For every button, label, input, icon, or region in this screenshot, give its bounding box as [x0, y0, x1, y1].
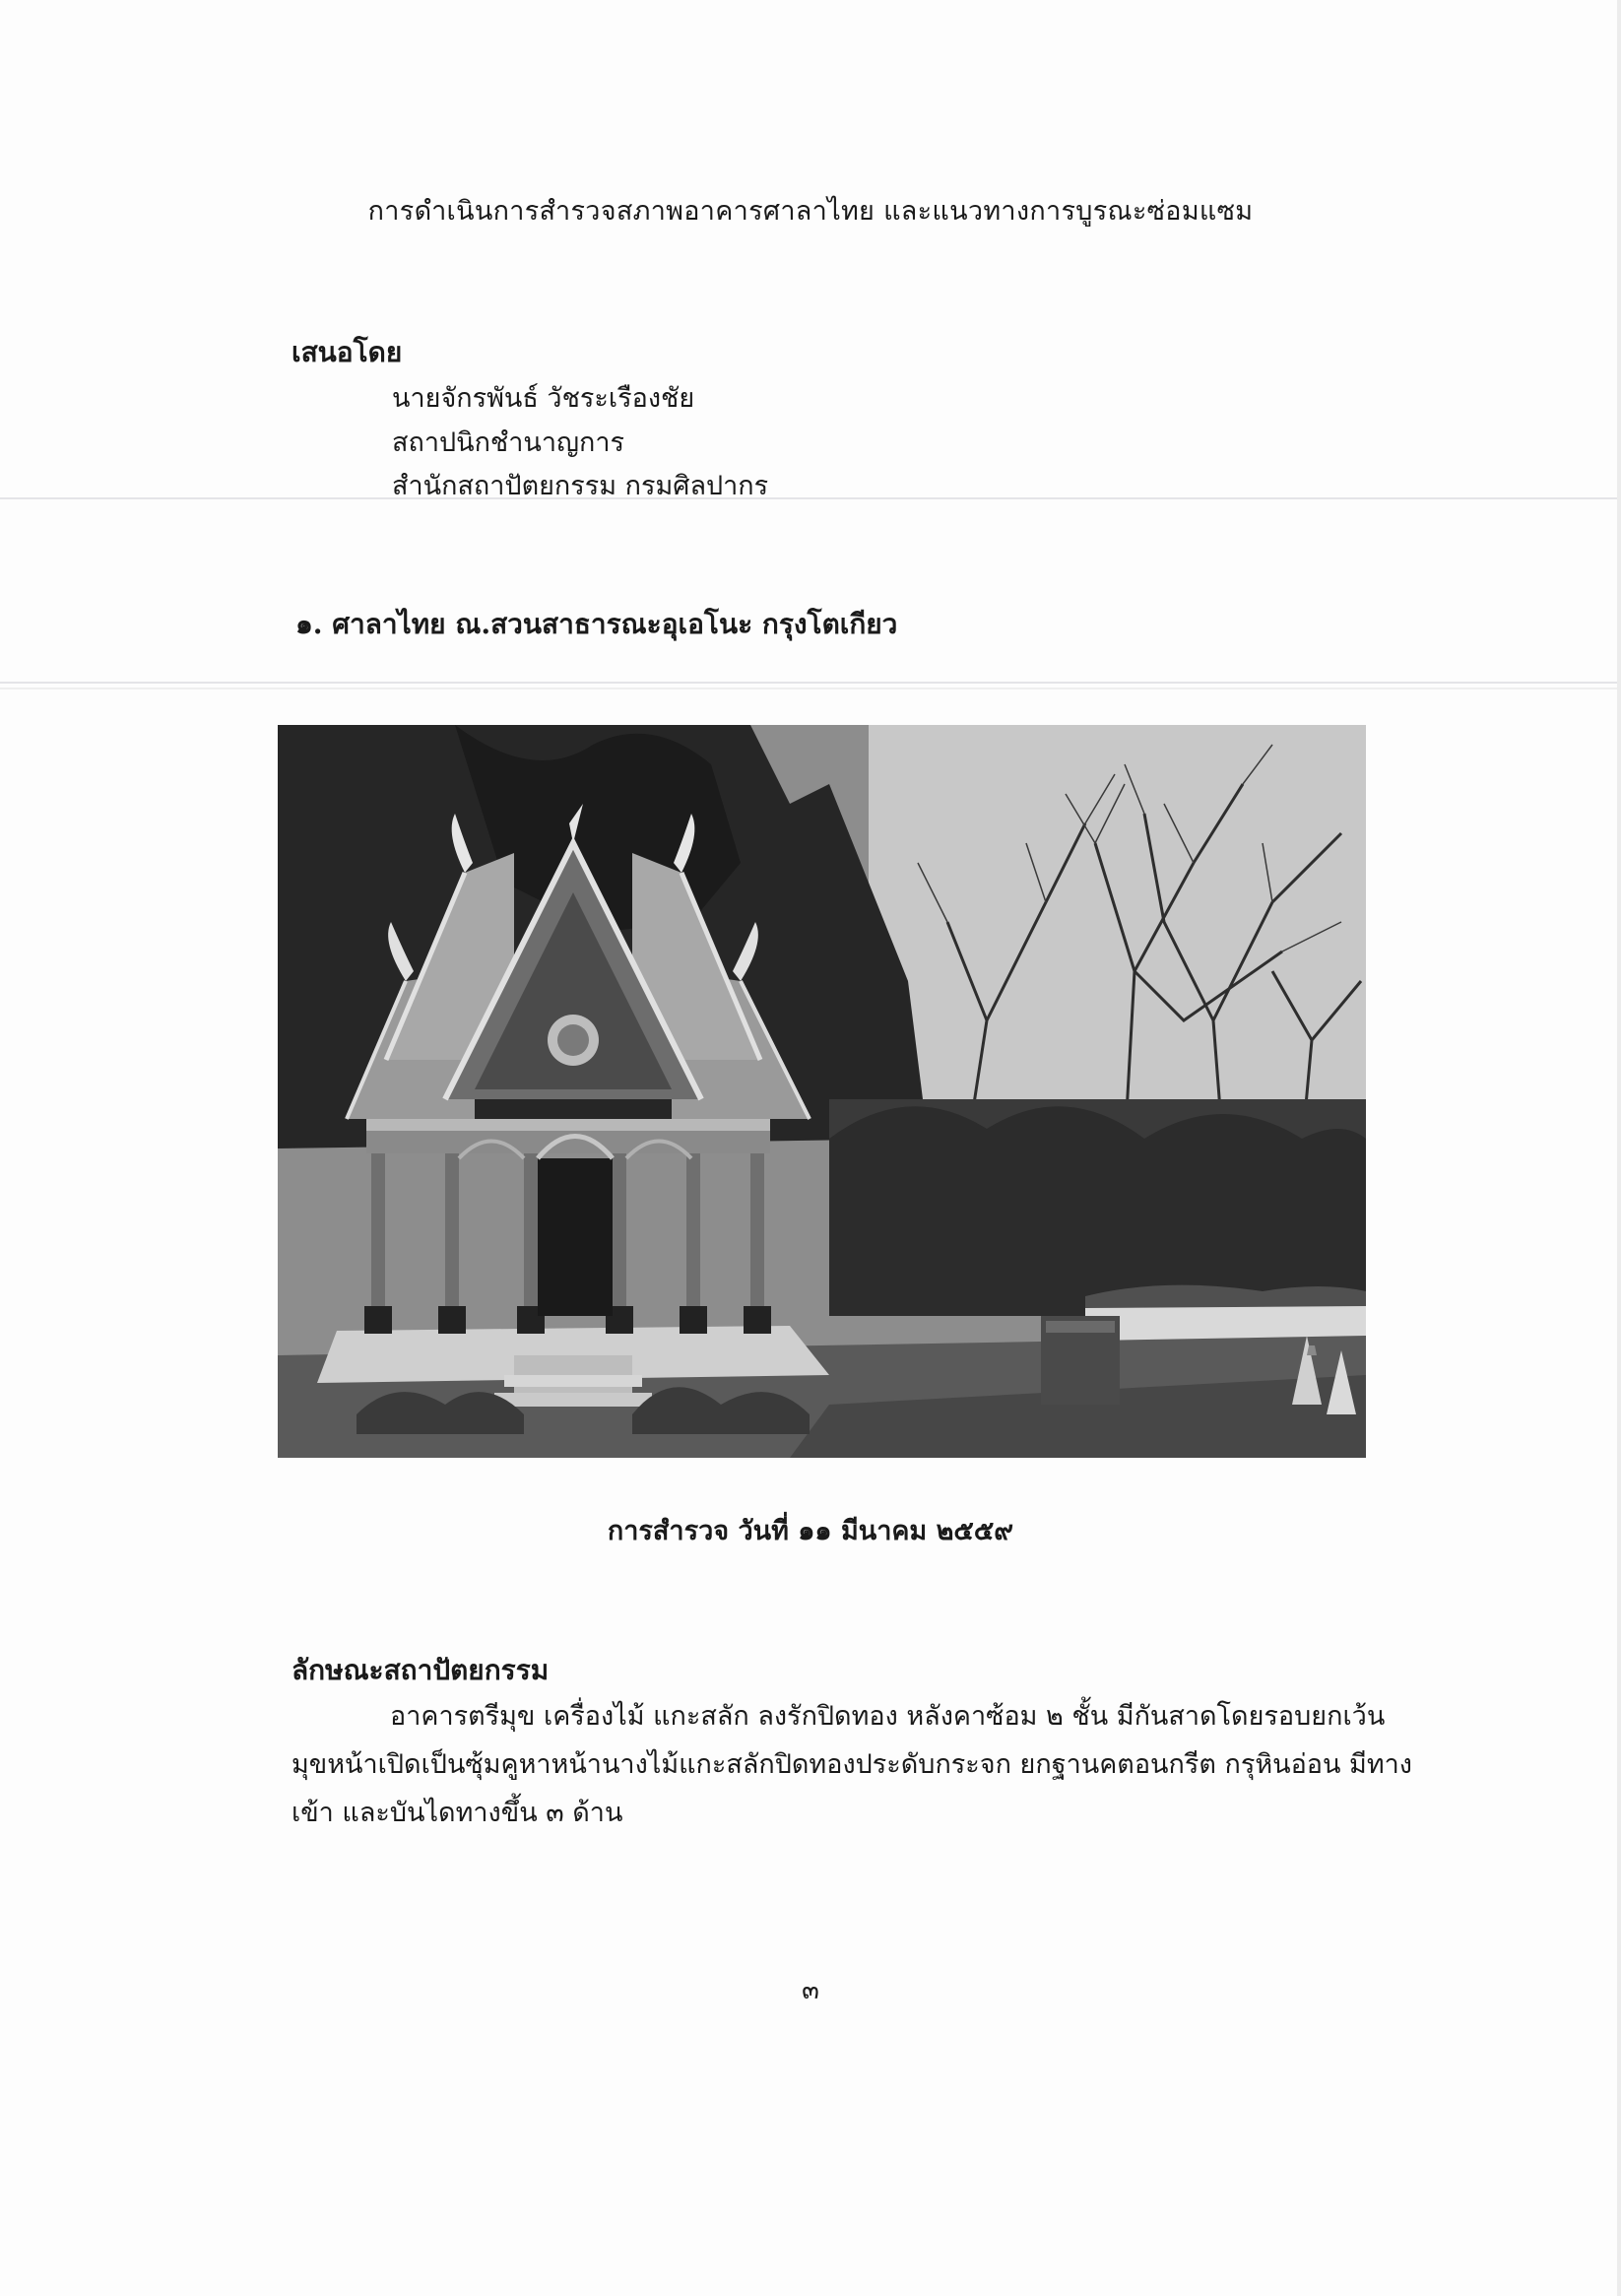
- scan-artifact-line: [0, 682, 1621, 684]
- photo-caption: การสำรวจ วันที่ ๑๑ มีนาคม ๒๕๕๙: [607, 1516, 1014, 1546]
- presenter-name: นายจักรพันธ์ วัชระเรืองชัย: [392, 383, 695, 414]
- presenter-office: สำนักสถาปัตยกรรม กรมศิลปากร: [392, 471, 769, 501]
- architecture-description: [292, 1692, 1424, 1837]
- architecture-heading: ลักษณะสถาปัตยกรรม: [292, 1654, 550, 1686]
- section-heading: ๑. ศาลาไทย ณ.สวนสาธารณะอุเอโนะ กรุงโตเกียว: [295, 608, 898, 640]
- architecture-body-text: อาคารตรีมุข เครื่องไม้ แกะสลัก ลงรักปิดทอง หลังคาซ้อม ๒ ชั้น มีกันสาดโดยรอบยกเว้น มุขหน้าเปิดเป็นซุ้มคูหาหน้านางไม้แกะสลักปิดทองประดับกระจก ยกฐานคตอนกรีต กรุหินอ่อน มีทางเข้า และบันไดทางขึ้น ๓ ด้าน: [292, 1701, 1412, 1828]
- sala-thai-photo: [278, 725, 1366, 1458]
- document-title: การดำเนินการสำรวจสภาพอาคารศาลาไทย และแนวทางการบูรณะซ่อมแซม: [367, 196, 1254, 227]
- page-number: ๓: [802, 1976, 819, 2005]
- scan-artifact-line: [0, 688, 1621, 689]
- presenter-heading: เสนอโดย: [292, 336, 403, 368]
- scan-artifact-line: [0, 497, 1621, 499]
- scan-edge: [1617, 0, 1621, 2296]
- presenter-position: สถาปนิกชำนาญการ: [392, 427, 625, 458]
